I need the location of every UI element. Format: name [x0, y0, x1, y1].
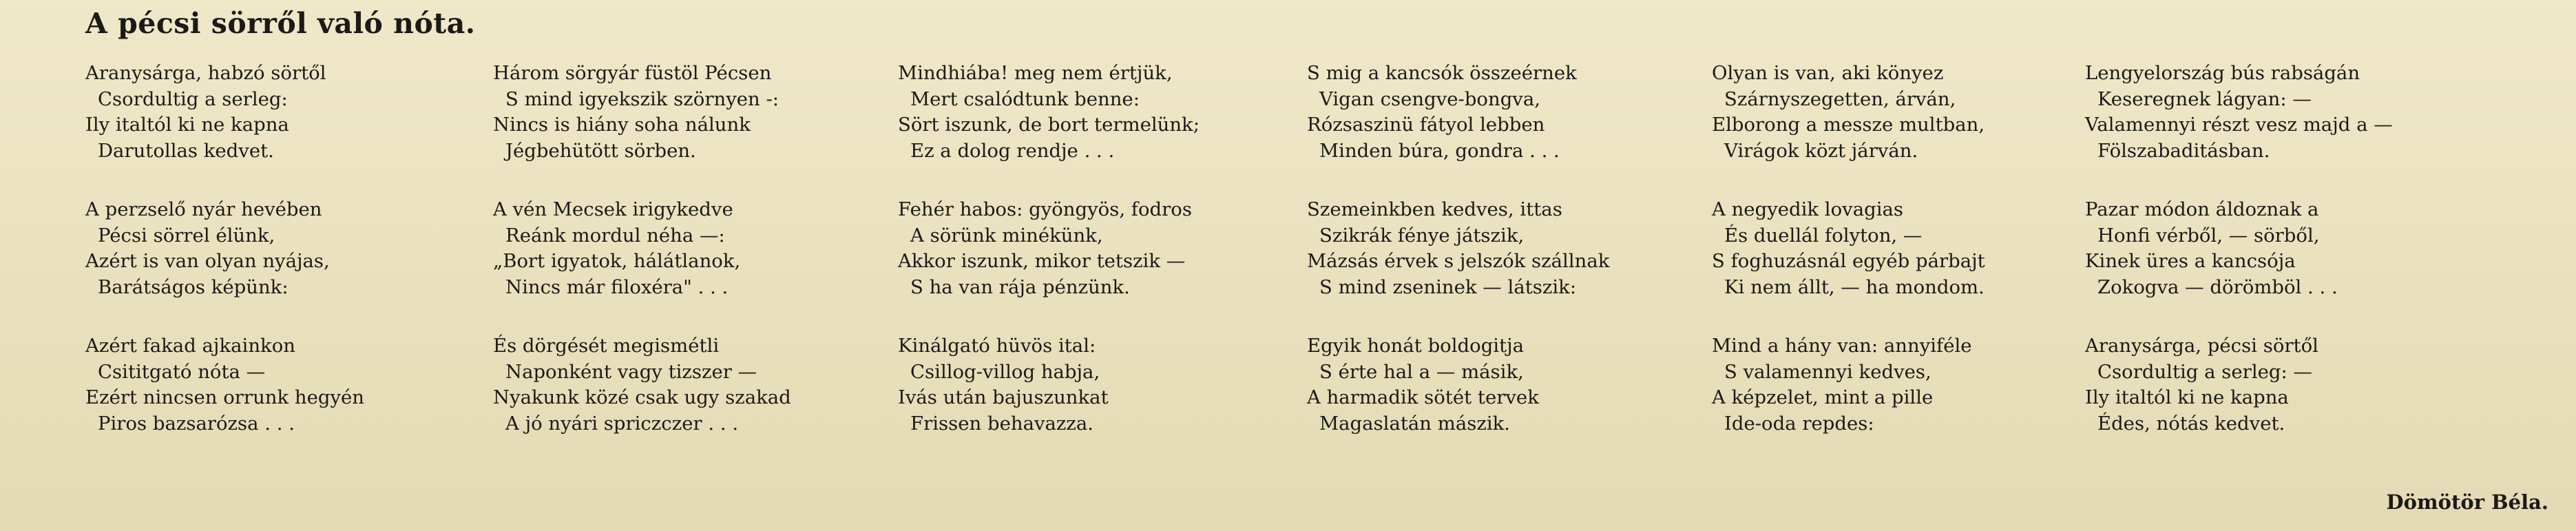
poem-line: Darutollas kedvet. — [98, 139, 274, 162]
stanza — [85, 333, 485, 437]
poem-line: Szemeinkben kedves, ittas — [1307, 198, 1562, 220]
poem-line: Vigan csengve-bongva, — [1319, 87, 1540, 110]
poem-line: Pécsi sörrel élünk, — [98, 224, 275, 247]
stanza — [1307, 197, 1706, 300]
poem-line: Kinek üres a kancsója — [2085, 250, 2296, 272]
stanza — [493, 197, 892, 300]
stanza — [1712, 197, 2111, 300]
poem-line: Azért is van olyan nyájas, — [85, 250, 330, 272]
poem-line: Nincs is hiány soha nálunk — [493, 114, 751, 136]
stanza — [85, 197, 485, 300]
poem-line: Honfi vérből, — sörből, — [2097, 224, 2320, 247]
poem-line: Három sörgyár füstöl Pécsen — [493, 62, 772, 84]
stanza — [493, 333, 892, 437]
poem-line: Ivás után bajuszunkat — [898, 386, 1109, 408]
author-signature: Dömötör Béla. — [2386, 490, 2548, 514]
poem-line: Csordultig a serleg: — — [2097, 360, 2313, 383]
poem-line: A vén Mecsek irigykedve — [493, 198, 733, 220]
poem-line: S foghuzásnál egyéb párbajt — [1712, 250, 1985, 272]
poem-line: Rózsaszinü fátyol lebben — [1307, 114, 1545, 136]
poem-line: Olyan is van, aki könyez — [1712, 62, 1944, 84]
poem-line: Mindhiába! meg nem értjük, — [898, 62, 1173, 84]
poem-line: Csititgató nóta — — [98, 360, 266, 383]
poem-line: Ezért nincsen orrunk hegyén — [85, 386, 365, 408]
poem-column-4 — [1307, 61, 1706, 470]
poem-line: S valamennyi kedves, — [1724, 360, 1931, 383]
poem-title: A pécsi sörről való nóta. — [85, 7, 476, 40]
poem-line: És duellál folyton, — — [1724, 224, 1923, 247]
poem-line: És dörgését megismétli — [493, 335, 720, 357]
poem-line: S ha van rája pénzünk. — [910, 275, 1130, 298]
poem-column-6 — [2085, 61, 2484, 470]
poem-line: Mert csalódtunk benne: — [910, 87, 1140, 110]
poem-line: Zokogva — dörömböl . . . — [2097, 275, 2338, 298]
poem-line: Nincs már filoxéra" . . . — [505, 275, 729, 298]
poem-line: A negyedik lovagias — [1712, 198, 1903, 220]
stanza — [898, 197, 1297, 300]
poem-line: Csillog-villog habja, — [910, 360, 1100, 383]
poem-line: Ily italtól ki ne kapna — [85, 114, 289, 136]
poem-line: Keseregnek lágyan: — — [2097, 87, 2312, 110]
poem-line: Jégbehütött sörben. — [505, 139, 696, 162]
stanza — [1307, 333, 1706, 437]
poem-line: Ily italtól ki ne kapna — [2085, 386, 2289, 408]
poem-column-3 — [898, 61, 1297, 470]
poem-line: Csordultig a serleg: — [98, 87, 288, 110]
stanza — [1712, 61, 2111, 164]
poem-line: Elborong a messze multban, — [1712, 114, 1985, 136]
poem-line: Szárnyszegetten, árván, — [1724, 87, 1956, 110]
poem-line: Nyakunk közé csak ugy szakad — [493, 386, 791, 408]
poem-line: Egyik honát boldogitja — [1307, 335, 1525, 357]
poem-line: S mind igyekszik szörnyen -: — [505, 87, 779, 110]
poem-line: Ez a dolog rendje . . . — [910, 139, 1115, 162]
poem-line: Sört iszunk, de bort termelünk; — [898, 114, 1200, 136]
poem-line: Azért fakad ajkainkon — [85, 335, 295, 357]
poem-line: S érte hal a — másik, — [1319, 360, 1524, 383]
poem-line: Virágok közt járván. — [1724, 139, 1918, 162]
stanza — [898, 333, 1297, 437]
poem-line: Aranysárga, pécsi sörtől — [2085, 335, 2318, 357]
poem-line: A képzelet, mint a pille — [1712, 386, 1934, 408]
poem-line: S mind zseninek — látszik: — [1319, 275, 1577, 298]
poem-line: Fölszabaditásban. — [2097, 139, 2270, 162]
poem-line: A sörünk minékünk, — [910, 224, 1103, 247]
poem-line: Mind a hány van: annyiféle — [1712, 335, 1972, 357]
poem-line: Lengyelország bús rabságán — [2085, 62, 2360, 84]
stanza — [85, 61, 485, 164]
stanza — [2085, 333, 2484, 437]
poem-line: Kinálgató hüvös ital: — [898, 335, 1096, 357]
stanza — [1307, 61, 1706, 164]
poem-line: Reánk mordul néha —: — [505, 224, 725, 247]
poem-column-2 — [493, 61, 892, 470]
poem-line: Naponként vagy tizszer — — [505, 360, 757, 383]
poem-line: Magaslatán mászik. — [1319, 412, 1511, 435]
stanza — [2085, 197, 2484, 300]
poem-line: A harmadik sötét tervek — [1307, 386, 1539, 408]
stanza — [493, 61, 892, 164]
poem-line: Édes, nótás kedvet. — [2097, 412, 2285, 435]
poem-line: S mig a kancsók összeérnek — [1307, 62, 1577, 84]
poem-line: „Bort igyatok, hálátlanok, — [493, 250, 741, 272]
poem-line: Pazar módon áldoznak a — [2085, 198, 2319, 220]
poem-line: Barátságos képünk: — [98, 275, 289, 298]
stanza — [898, 61, 1297, 164]
poem-line: Fehér habos: gyöngyös, fodros — [898, 198, 1192, 220]
poem-line: Akkor iszunk, mikor tetszik — — [898, 250, 1186, 272]
poem-line: Szikrák fénye játszik, — [1319, 224, 1525, 247]
poem-line: Frissen behavazza. — [910, 412, 1094, 435]
stanza — [2085, 61, 2484, 164]
poem-line: A perzselő nyár hevében — [85, 198, 322, 220]
poem-line: Minden búra, gondra . . . — [1319, 139, 1560, 162]
poem-column-5 — [1712, 61, 2111, 470]
poem-line: Valamennyi részt vesz majd a — — [2085, 114, 2393, 136]
poem-line: A jó nyári spriczczer . . . — [505, 412, 739, 435]
poem-column-1 — [85, 61, 485, 470]
poem-line: Ide-oda repdes: — [1724, 412, 1874, 435]
poem-line: Ki nem állt, — ha mondom. — [1724, 275, 1985, 298]
poem-line: Mázsás érvek s jelszók szállnak — [1307, 250, 1610, 272]
poem-line: Aranysárga, habzó sörtől — [85, 62, 326, 84]
stanza — [1712, 333, 2111, 437]
poem-line: Piros bazsarózsa . . . — [98, 412, 295, 435]
